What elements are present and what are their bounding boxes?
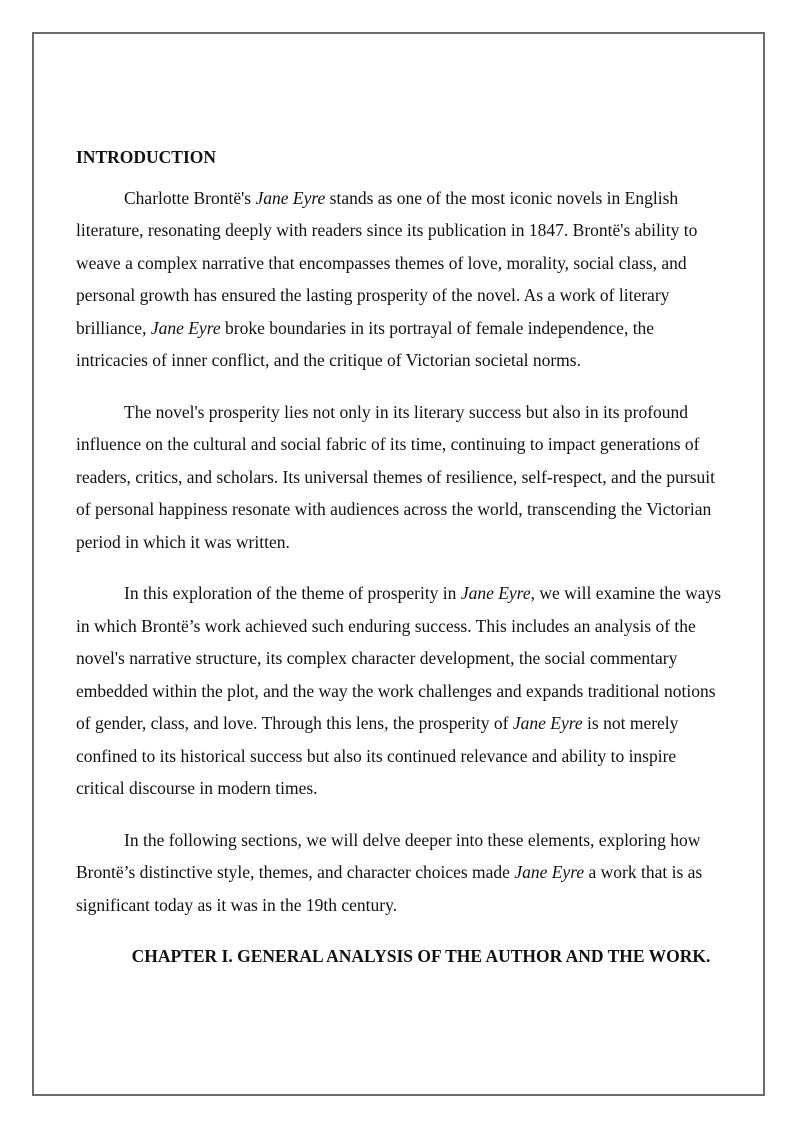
- paragraphs-container: [76, 182, 726, 922]
- body-paragraph: [76, 577, 726, 805]
- body-paragraph: [76, 396, 726, 559]
- text-run: is not merely confined to its historical success but also its continued relevance and ability to inspire critical discourse in modern times.: [76, 713, 679, 798]
- text-run: The novel's prosperity lies not only in its literary success but also in its profound influence on the cultural and social fabric of its time, continuing to impact generations of readers, critics, and scholars. Its universal themes of resilience, self-respect, and the pursuit of personal happiness resonate with audiences across the world, transcending the Victorian period in which it was written.: [76, 401, 716, 552]
- italic-title: Jane Eyre: [255, 187, 326, 208]
- text-run: , we will examine the ways in which Brontë’s work achieved such enduring success. This includes an analysis of the novel's narrative structure, its complex character development, the social commentary embedded within the plot, and the way the work challenges and expands traditional notions of gender, class, and love. Through this lens, the prosperity of: [76, 583, 722, 733]
- italic-title: Jane Eyre: [150, 317, 221, 338]
- italic-title: Jane Eyre: [460, 583, 531, 603]
- text-run: a work that is as significant today as it was in the 19th century.: [76, 862, 703, 915]
- introduction-heading: INTRODUCTION: [76, 147, 217, 167]
- text-run: In the following sections, we will delve deeper into these elements, exploring how Brontë’s distinctive style, themes, and character choices made: [76, 829, 701, 882]
- body-paragraph: [76, 182, 726, 377]
- document-body: [76, 141, 726, 973]
- text-run: broke boundaries in its portrayal of female independence, the intricacies of inner conflict, and the critique of Victorian societal norms.: [76, 317, 655, 370]
- body-paragraph: [76, 824, 726, 922]
- italic-title: Jane Eyre: [514, 862, 585, 882]
- italic-title: Jane Eyre: [512, 713, 583, 733]
- chapter-heading: CHAPTER I. GENERAL ANALYSIS OF THE AUTHOR AND THE WORK.: [131, 946, 711, 966]
- text-run: In this exploration of the theme of prosperity in: [124, 583, 461, 603]
- text-run: stands as one of the most iconic novels in English literature, resonating deeply with readers since its publication in 1847. Brontë's ability to weave a complex narrative that encompasses themes of love, morality, social class, and personal growth has ensured the lasting prosperity of the novel. As a work of literary brilliance,: [76, 187, 698, 338]
- text-run: Charlotte Brontë's: [124, 187, 256, 208]
